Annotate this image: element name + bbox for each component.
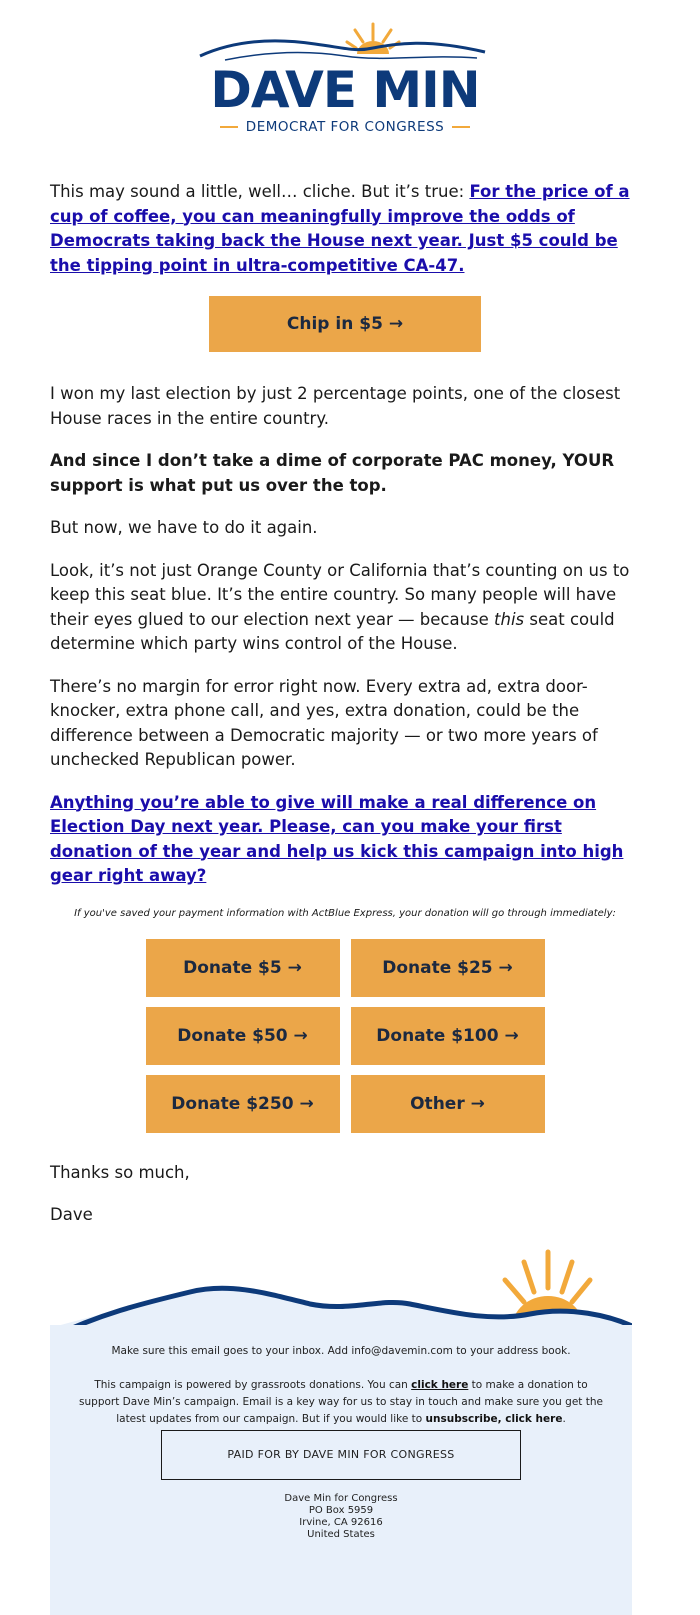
intro-donate-link[interactable]: For the price of a cup of coffee, you can meaningfully improve the odds of Democrats taking back the House next year. Just $5 could be the tipping point in ultra-competitive CA-47. [50,182,630,275]
footer-donate-link[interactable]: click here [411,1379,469,1391]
donate-25-button[interactable]: Donate $25 → [351,939,545,997]
donate-50-button[interactable]: Donate $50 → [146,1007,340,1065]
donate-other-button[interactable]: Other → [351,1075,545,1133]
campaign-logo [195,18,495,143]
paid-for-disclaimer: PAID FOR BY DAVE MIN FOR CONGRESS [161,1430,521,1480]
grassroots-note: This campaign is powered by grassroots donations. You can click here to make a donation to support Dave Min’s campaign. Email is a key way for us to stay in touch and make sure you get the latest updates from our campaign. But if you would like to unsubscribe, click here. [79,1379,603,1425]
donate-100-button[interactable]: Donate $100 → [351,1007,545,1065]
donate-250-button[interactable]: Donate $250 → [146,1075,340,1133]
email-footer [50,1325,632,1615]
donate-button-grid [50,939,640,1133]
email-body [50,180,640,1246]
donate-5-button[interactable]: Donate $5 → [146,939,340,997]
logo-name: DAVE MIN [210,61,480,119]
actblue-express-note: If you've saved your payment information with ActBlue Express, your donation will go through immediately: [74,907,616,919]
paragraph-give [50,791,640,889]
give-donate-link[interactable]: Anything you’re able to give will make a real difference on Election Day next year. Please, can you make your first donation of the year and help us kick this campaign into high gear right away? [50,792,624,885]
mailing-address: Dave Min for Congress PO Box 5959 Irvine, CA 92616 United States [284,1493,398,1540]
paragraph-pac: And since I don’t take a dime of corporate PAC money, YOUR support is what put us over the top. [50,451,615,495]
paragraph-election: I won my last election by just 2 percentage points, one of the closest House races in the entire country. [50,384,621,428]
unsubscribe-link[interactable]: unsubscribe, click here [425,1413,563,1425]
paragraph-margin: There’s no margin for error right now. Every extra ad, extra door-knocker, extra phone call, and yes, extra donation, could be the difference between a Democratic majority — or two more years of unchecked Republican power. [50,676,598,769]
inbox-note: Make sure this email goes to your inbox. Add info@davemin.com to your address book. [111,1345,571,1357]
intro-paragraph: This may sound a little, well… cliche. But it’s true: For the price of a cup of coffee, you can meaningfully improve the odds of Democrats taking back the House next year. Just $5 could be the tipping point in ultra-competitive CA-47. [50,182,630,275]
paragraph-country: Look, it’s not just Orange County or California that’s counting on us to keep this seat blue. It’s the entire country. So many people will have their eyes glued to our election next year — because this seat could determine which party wins control of the House. [50,560,630,653]
signoff-name: Dave [50,1205,93,1224]
chip-in-button[interactable]: Chip in $5 → [209,296,481,352]
signoff-thanks: Thanks so much, [50,1162,190,1182]
logo-tagline: DEMOCRAT FOR CONGRESS [195,118,495,136]
paragraph-again: But now, we have to do it again. [50,518,318,537]
